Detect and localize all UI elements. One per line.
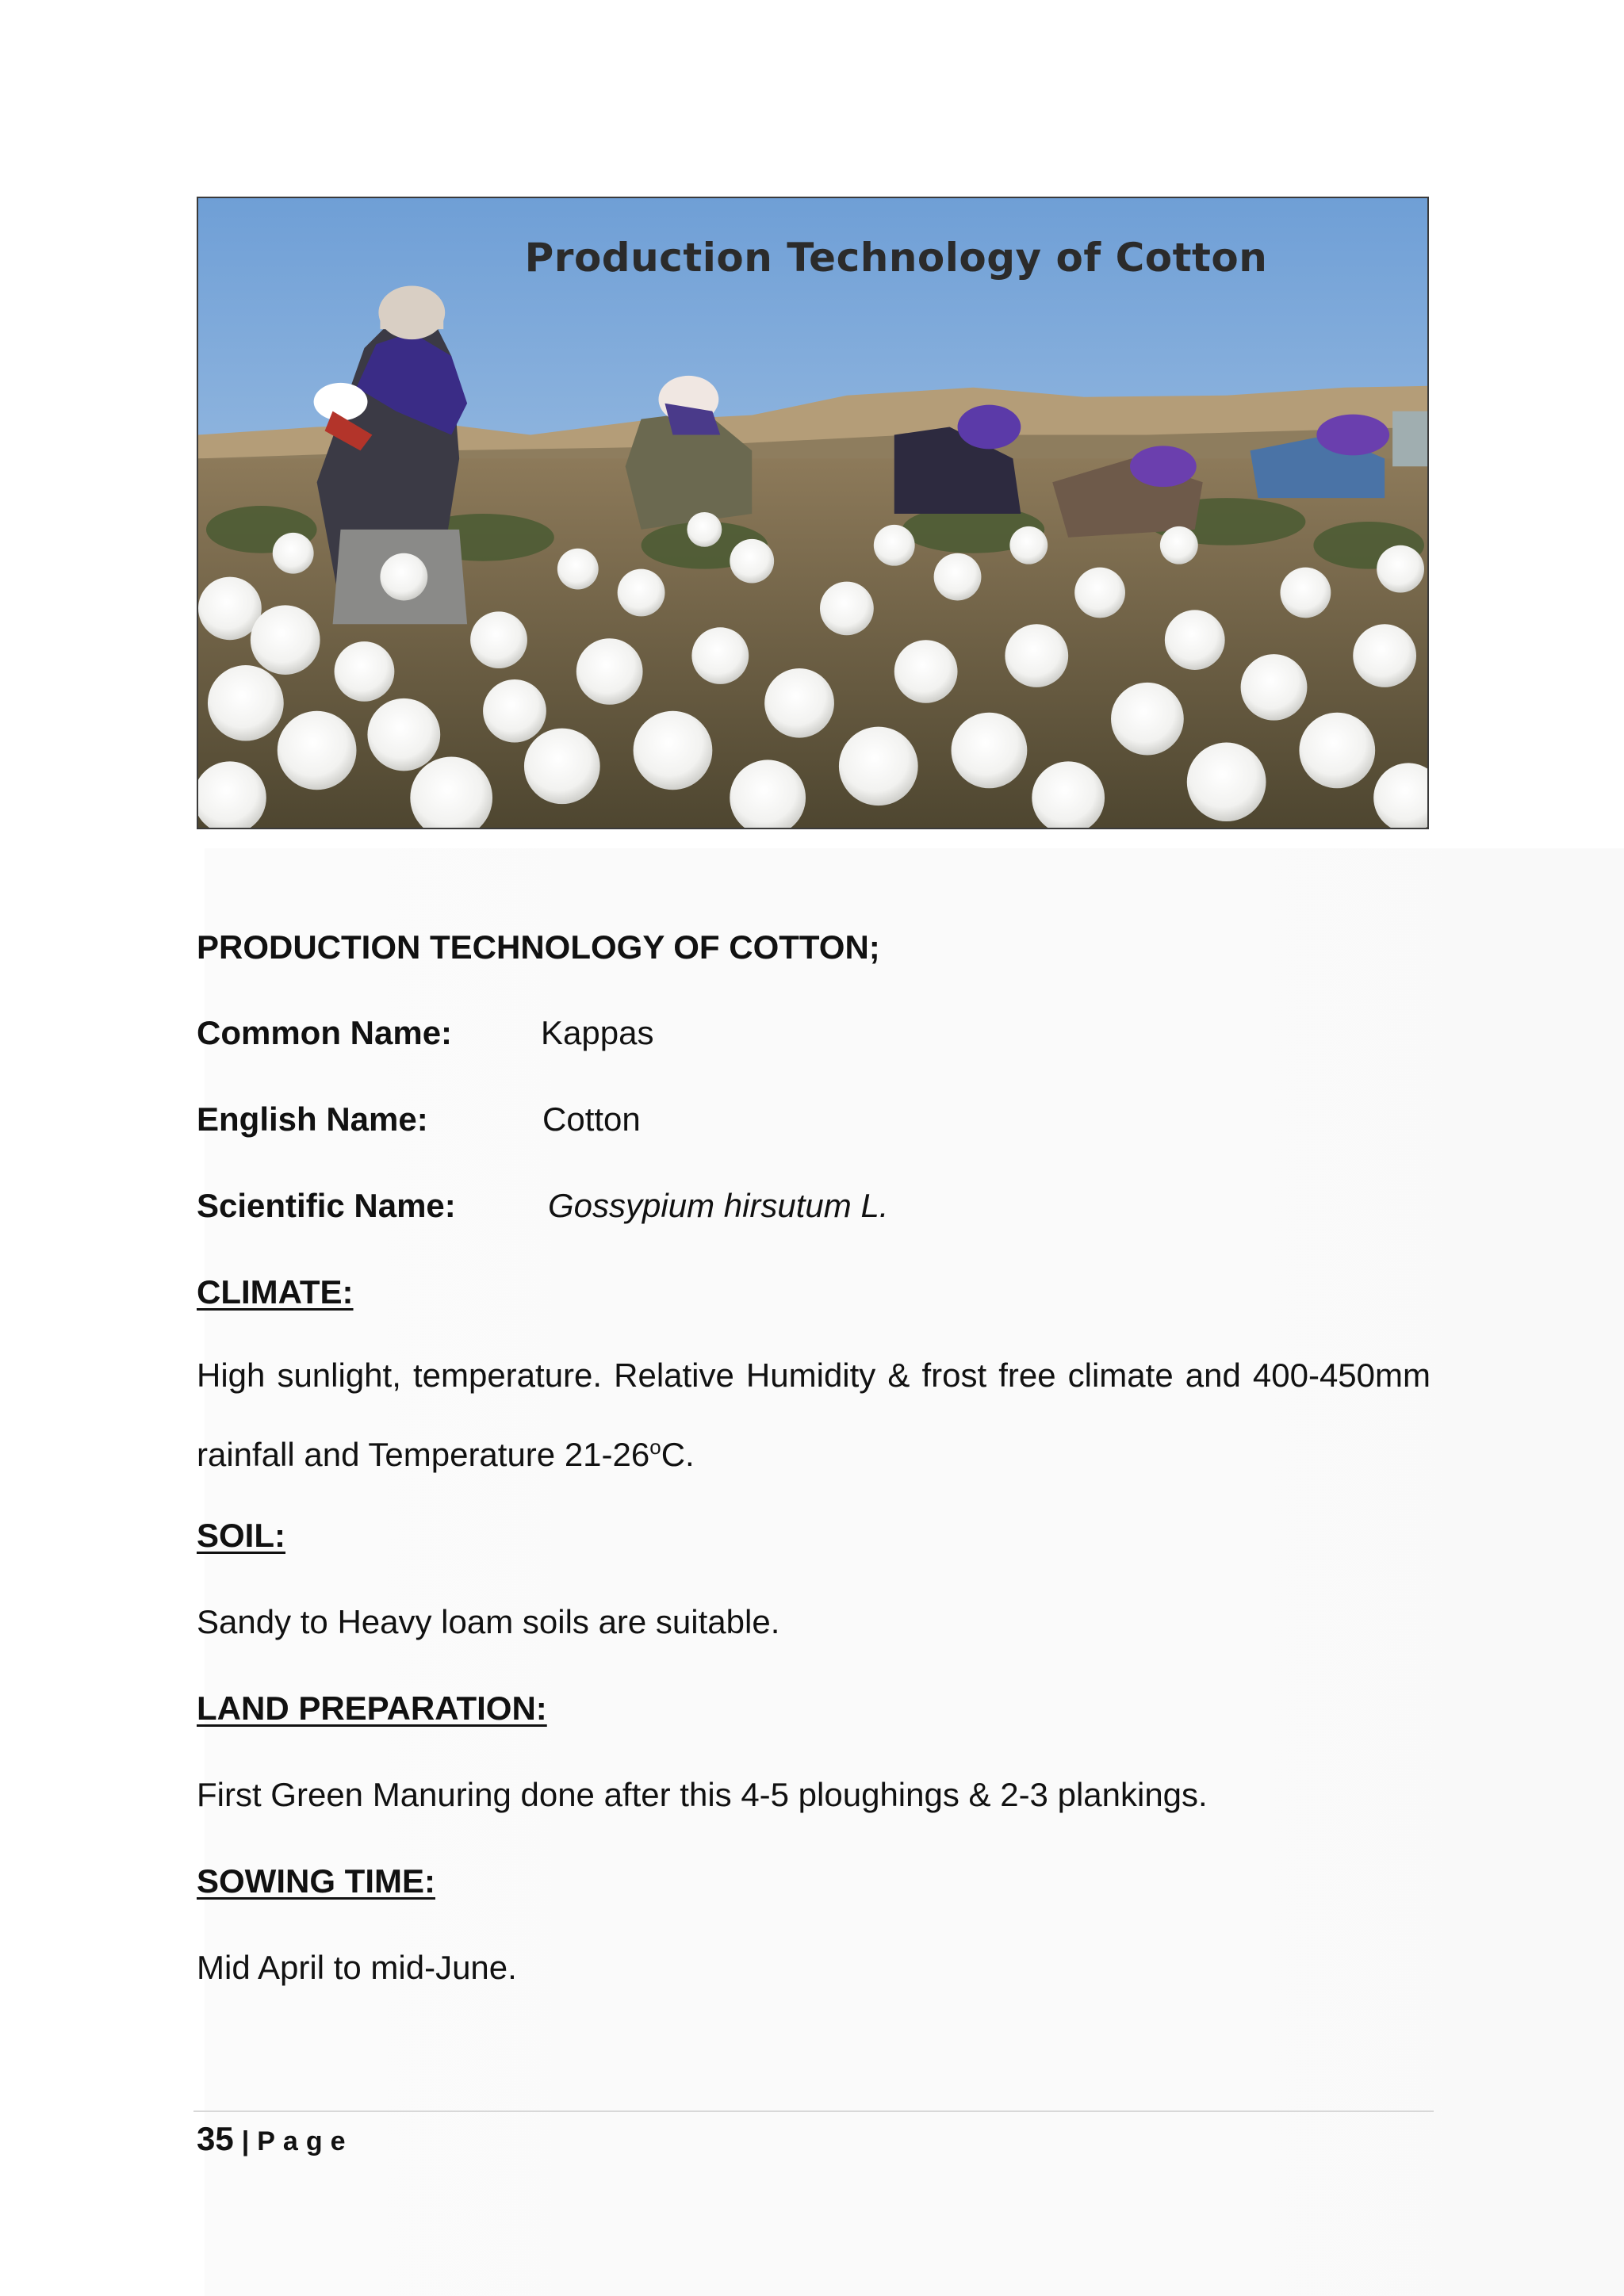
footer-divider (193, 2110, 1434, 2112)
scientific-name-value: Gossypium hirsutum L. (548, 1187, 889, 1224)
common-name-value: Kappas (541, 1014, 654, 1051)
climate-paragraph (197, 1340, 1431, 1490)
page-separator: | (241, 2126, 250, 2156)
climate-text: High sunlight, temperature. Relative Humidity & frost free climate and 400-450mm rainfall and Temperature 21-26 (197, 1357, 1431, 1473)
land-preparation-text: First Green Manuring done after this 4-5 ploughings & 2-3 plankings. (197, 1776, 1208, 1813)
scientific-name-label: Scientific Name: (197, 1187, 456, 1224)
english-name-label: English Name: (197, 1100, 428, 1138)
figure-title: Production Technology of Cotton (524, 235, 1268, 281)
land-preparation-heading: LAND PREPARATION: (197, 1689, 547, 1727)
page-number: 35 (197, 2120, 234, 2157)
page-footer (197, 2120, 354, 2158)
cotton-field-photo (197, 197, 1429, 829)
climate-heading: CLIMATE: (197, 1273, 354, 1311)
degree-superscript: o (649, 1435, 661, 1459)
sowing-time-text: Mid April to mid-June. (197, 1949, 517, 1986)
page-background-shade (205, 848, 1624, 2296)
climate-text-end: C. (661, 1436, 695, 1473)
page-label: Page (257, 2126, 354, 2156)
common-name-label: Common Name: (197, 1014, 453, 1051)
sowing-time-heading: SOWING TIME: (197, 1862, 435, 1900)
section-heading-production: PRODUCTION TECHNOLOGY OF COTTON; (197, 928, 880, 966)
english-name-value: Cotton (542, 1100, 641, 1138)
cotton-photo-illustration (198, 198, 1427, 828)
soil-text: Sandy to Heavy loam soils are suitable. (197, 1603, 780, 1640)
soil-heading: SOIL: (197, 1517, 285, 1554)
